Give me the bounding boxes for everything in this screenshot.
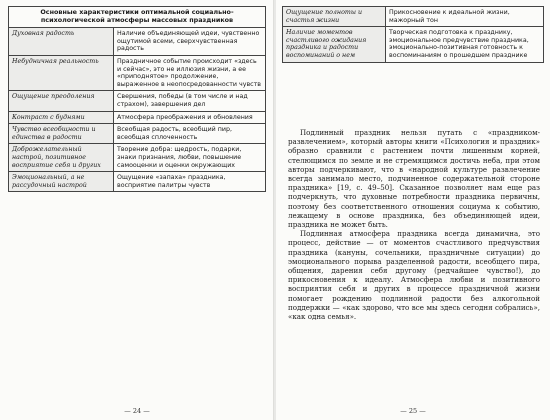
table-header-row (9, 7, 266, 28)
feature-cell: Эмоциональный, а не рассудочный настрой (9, 172, 114, 192)
page-number-right: — 25 — (400, 407, 426, 415)
description-cell: Наличие объединяющей идеи, чувственно ощутимой всеми, сверхчувственная радость (114, 28, 266, 56)
description-cell: Ощущение «запаха» праздника, восприятие палитры чувств (114, 172, 266, 192)
feature-cell: Ощущение преодоления (9, 91, 114, 111)
feature-cell: Небудничная реальность (9, 55, 114, 90)
body-text (288, 128, 540, 321)
table-row (9, 55, 266, 90)
table-row (9, 111, 266, 124)
table-row (9, 91, 266, 111)
feature-cell: Чувство всеобщности и единства в радости (9, 124, 114, 144)
table-row (9, 144, 266, 172)
table-body (283, 7, 544, 63)
description-cell: Свершения, победы (в том числе и над страхом), завершения дел (114, 91, 266, 111)
paragraph: Подлинный праздник нельзя путать с «праздником-развлечением», который авторы книги «Психология и праздник» образно сравнили с растением почти лишенным корней, стелющимся по земле и не стремящимся достичь неба, при этом авторы подчеркивают, что в «народной культуре развлечение всегда занимало место, подчиненное содержательной стороне праздника» [19, с. 49–50]. Сказанное позволяет нам еще раз подчеркнуть, что духовные потребности праздника первичны, поэтому без соответственного отношения социума к событию, лежащему в основе праздника, без объединяющей идеи, праздника не может быть. (288, 128, 540, 230)
feature-cell: Наличие моментов счастливого ожидания праздника и радости воспоминаний о нем (283, 27, 386, 62)
table-row (283, 7, 544, 27)
table-body (9, 28, 266, 192)
description-cell: Творческая подготовка к празднику, эмоциональное предчувствие праздника, эмоционально-позитивная готовность к воспоминаниям о прошедшем празднике (386, 27, 544, 62)
feature-cell: Ощущение полноты и счастья жизни (283, 7, 386, 27)
description-cell: Праздничное событие происходит «здесь и сейчас», это не иллюзия жизни, а ее «приподнятое» продолжение, выраженное в неопосредованности чувств (114, 55, 266, 90)
table-title: Основные характеристики оптимальной социально-психологической атмосферы массовых праздников (9, 7, 266, 28)
description-cell: Всеобщая радость, всеобщий пир, всеобщая сплоченность (114, 124, 266, 144)
table-row (283, 27, 544, 62)
characteristics-table (8, 6, 266, 192)
feature-cell: Духовная радость (9, 28, 114, 56)
table-row (9, 172, 266, 192)
description-cell: Атмосфера преображения и обновления (114, 111, 266, 124)
description-cell: Прикосновение к идеальной жизни, мажорный тон (386, 7, 544, 27)
page-number-left: — 24 — (124, 407, 150, 415)
description-cell: Творение добра: щедрость, подарки, знаки признания, любви, повышение самооценки и оценки окружающих (114, 144, 266, 172)
left-page (0, 0, 274, 420)
feature-cell: Доброжелательный настрой, позитивное восприятие себя и других (9, 144, 114, 172)
feature-cell: Контраст с буднями (9, 111, 114, 124)
paragraph: Подлинная атмосфера праздника всегда динамична, это процесс, действие — от моментов счастливого предчувствия праздника (кануны, сочельники, праздничные ситуации) до эмоционального порыва разделенной радости, всеобщего пира, общения, дарения себя другому (редчайшее чувство!), до прикосновения к идеалу. Атмосфера любви и позитивного восприятия себя и других в процессе праздничной жизни помогает рождению подлинной радости без алкогольной поддержки — «как здорово, что все мы здесь сегодня собрались», «как одна семья». (288, 229, 540, 322)
right-page (276, 0, 550, 420)
table-row (9, 28, 266, 56)
table-row (9, 124, 266, 144)
characteristics-table-continued (282, 6, 544, 63)
